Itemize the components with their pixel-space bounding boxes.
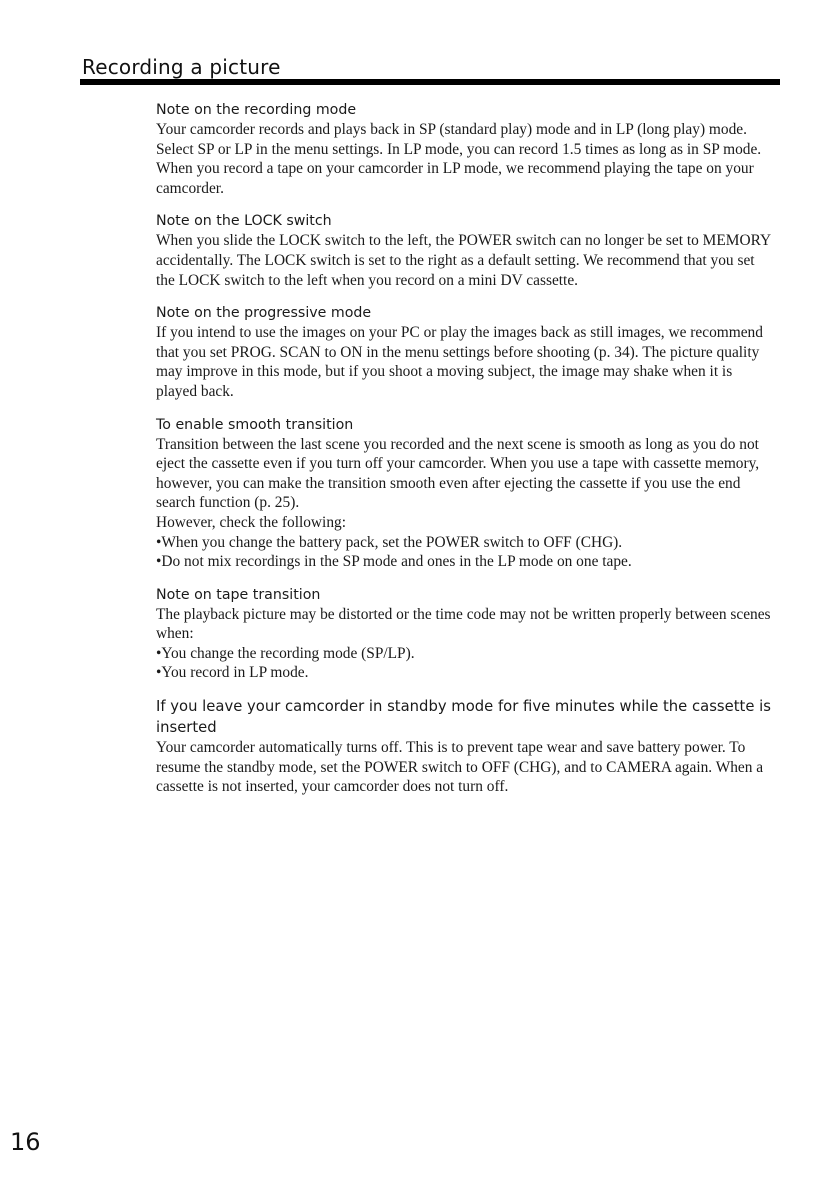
page-number: 16: [10, 1128, 41, 1156]
section-heading: Note on tape transition: [156, 586, 321, 603]
paragraph: When you record a tape on your camcorder in LP mode, we recommend playing the tape on your camcorder.: [156, 160, 754, 197]
section-lock-switch: [156, 211, 774, 290]
page-content: [156, 100, 774, 810]
paragraph: If you intend to use the images on your PC or play the images back as still images, we recommend that you set PROG. SCAN to ON in the menu settings before shooting (p. 34). The picture quality may improve in this mode, but if you shoot a moving subject, the image may shake when it is played back.: [156, 324, 763, 400]
bullet-item: [156, 533, 774, 553]
bullet-text: When you change the battery pack, set the POWER switch to OFF (CHG).: [161, 533, 623, 551]
section-heading: To enable smooth transition: [156, 416, 354, 433]
bullet-item: [156, 644, 774, 664]
bullet-symbol: •: [156, 644, 162, 662]
section-progressive-mode: [156, 303, 774, 401]
bullet-text: You change the recording mode (SP/LP).: [161, 644, 415, 662]
bullet-text: Do not mix recordings in the SP mode and ones in the LP mode on one tape.: [161, 553, 632, 571]
bullet-symbol: •: [156, 664, 162, 682]
section-smooth-transition: [156, 415, 774, 572]
section-heading: Note on the recording mode: [156, 102, 357, 118]
bullet-item: [156, 552, 774, 572]
bullet-symbol: •: [156, 533, 162, 551]
bullet-symbol: •: [156, 553, 162, 571]
bullet-item: [156, 663, 774, 683]
paragraph: However, check the following:: [156, 513, 346, 531]
page-header-title: Recording a picture: [82, 55, 281, 79]
paragraph: Your camcorder automatically turns off. This is to prevent tape wear and save battery power. To resume the standby mode, set the POWER switch to OFF (CHG), and to CAMERA again. When a cassette is not inserted, your camcorder does not turn off.: [156, 739, 764, 796]
bullet-text: You record in LP mode.: [161, 664, 309, 682]
section-heading: Note on the LOCK switch: [156, 213, 332, 230]
section-recording-mode: [156, 100, 774, 198]
section-standby-mode: [156, 696, 774, 797]
section-heading: If you leave your camcorder in standby mode for five minutes while the cassette is inserted: [156, 698, 771, 737]
section-tape-transition: [156, 585, 774, 683]
paragraph: The playback picture may be distorted or the time code may not be written properly between scenes when:: [156, 605, 771, 643]
paragraph: Transition between the last scene you recorded and the next scene is smooth as long as you do not eject the cassette even if you turn off your camcorder. When you use a tape with cassette memory, however, you can make the transition smooth even after ejecting the cassette if you use the end search function (p. 25).: [156, 435, 760, 512]
paragraph: When you slide the LOCK switch to the left, the POWER switch can no longer be set to MEMORY accidentally. The LOCK switch is set to the right as a default setting. We recommend that you set the LOCK switch to the left when you record on a mini DV cassette.: [156, 232, 771, 289]
paragraph: Your camcorder records and plays back in SP (standard play) mode and in LP (long play) mode. Select SP or LP in the menu settings. In LP mode, you can record 1.5 times as long as in SP mode.: [156, 121, 762, 158]
section-heading: Note on the progressive mode: [156, 305, 372, 322]
header-rule: [80, 79, 780, 85]
